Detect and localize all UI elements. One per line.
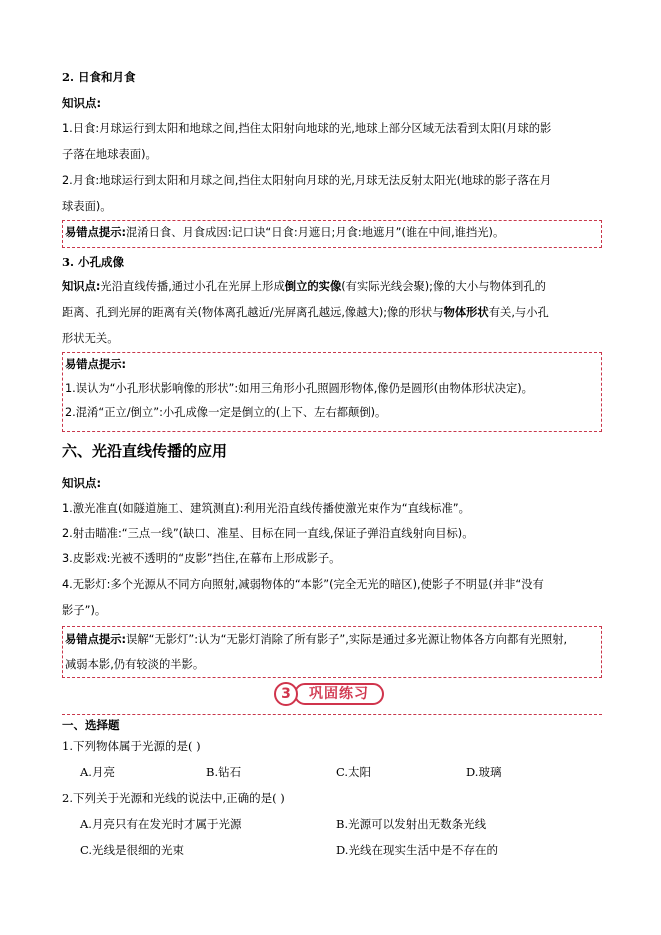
section-title-pinhole: 3. 小孔成像	[62, 255, 125, 269]
paragraph: 3.皮影戏:光被不透明的“皮影”挡住,在幕布上形成影子。	[62, 552, 341, 565]
text: 有关,与小孔	[488, 306, 549, 319]
question-2: 2.下列关于光源和光线的说法中,正确的是( )	[62, 791, 285, 805]
text: 光沿直线传播,通过小孔在光屏上形成	[100, 280, 285, 293]
tip-text: 减弱本影,仍有较淡的半影。	[65, 658, 205, 671]
text: 距离、孔到光屏的距离有关(物体离孔越近/光屏离孔越远,像越大);像的形状与	[62, 306, 444, 319]
q2-option-c[interactable]: C.光线是很细的光束	[80, 843, 185, 857]
tip-box	[62, 220, 602, 248]
knowledge-label: 知识点:	[62, 280, 101, 293]
text: (有实际光线会聚);像的大小与物体到孔的	[341, 280, 546, 293]
tip-label: 易错点提示:	[65, 358, 127, 371]
tip-text: 混淆日食、月食成因:记口诀“日食:月遮日;月食:地遮月”(谁在中间,谁挡光)。	[126, 226, 505, 239]
tip-item: 2.混淆“正立/倒立”:小孔成像一定是倒立的(上下、左右都颠倒)。	[65, 406, 387, 419]
paragraph: 2.射击瞄准:“三点一线”(缺口、准星、目标在同一直线,保证子弹沿直线射向目标)。	[62, 527, 474, 540]
section-heading-applications: 六、光沿直线传播的应用	[62, 442, 228, 460]
paragraph: 形状无关。	[62, 332, 119, 345]
tip-box	[62, 626, 602, 678]
knowledge-label: 知识点:	[62, 476, 102, 490]
paragraph: 子落在地球表面)。	[62, 148, 157, 161]
question-1: 1.下列物体属于光源的是( )	[62, 739, 201, 753]
badge-number: 3	[274, 682, 298, 706]
tip-label: 易错点提示:	[65, 226, 127, 239]
paragraph: 1.日食:月球运行到太阳和地球之间,挡住太阳射向地球的光,地球上部分区域无法看到太阳(月球的影	[62, 122, 552, 135]
q1-option-b[interactable]: B.钻石	[206, 765, 242, 779]
paragraph: 球表面)。	[62, 200, 112, 213]
tip-item: 1.误认为“小孔形状影响像的形状”:如用三角形小孔照圆形物体,像仍是圆形(由物体形状决定)。	[65, 382, 533, 395]
q2-option-b[interactable]: B.光源可以发射出无数条光线	[336, 817, 487, 831]
section-divider	[62, 714, 602, 715]
tip-label: 易错点提示:	[65, 633, 127, 646]
section-title-eclipse: 2. 日食和月食	[62, 70, 136, 84]
emphasis: 倒立的实像	[284, 280, 342, 293]
tip-text: 误解“无影灯”:认为“无影灯消除了所有影子”,实际是通过多光源让物体各方向都有光照射,	[126, 633, 568, 646]
badge-label: 巩固练习	[294, 683, 384, 705]
q2-option-a[interactable]: A.月亮只有在发光时才属于光源	[80, 817, 242, 831]
q2-option-d[interactable]: D.光线在现实生活中是不存在的	[336, 843, 498, 857]
q1-option-d[interactable]: D.玻璃	[466, 765, 502, 779]
paragraph	[62, 300, 602, 326]
consolidation-badge	[274, 680, 386, 710]
paragraph	[62, 274, 602, 300]
q1-option-a[interactable]: A.月亮	[80, 765, 115, 779]
exercise-section-title: 一、选择题	[62, 718, 120, 732]
paragraph: 1.激光准直(如隧道施工、建筑测直):利用光沿直线传播使激光束作为“直线标准”。	[62, 502, 470, 515]
paragraph: 2.月食:地球运行到太阳和月球之间,挡住太阳射向月球的光,月球无法反射太阳光(地球的影子落在月	[62, 174, 552, 187]
paragraph: 4.无影灯:多个光源从不同方向照射,减弱物体的“本影”(完全无光的暗区),使影子不明显(并非“没有	[62, 578, 544, 591]
q1-option-c[interactable]: C.太阳	[336, 765, 372, 779]
knowledge-label: 知识点:	[62, 96, 102, 110]
paragraph: 影子”)。	[62, 604, 107, 617]
tip-box	[62, 352, 602, 432]
emphasis: 物体形状	[443, 306, 489, 319]
